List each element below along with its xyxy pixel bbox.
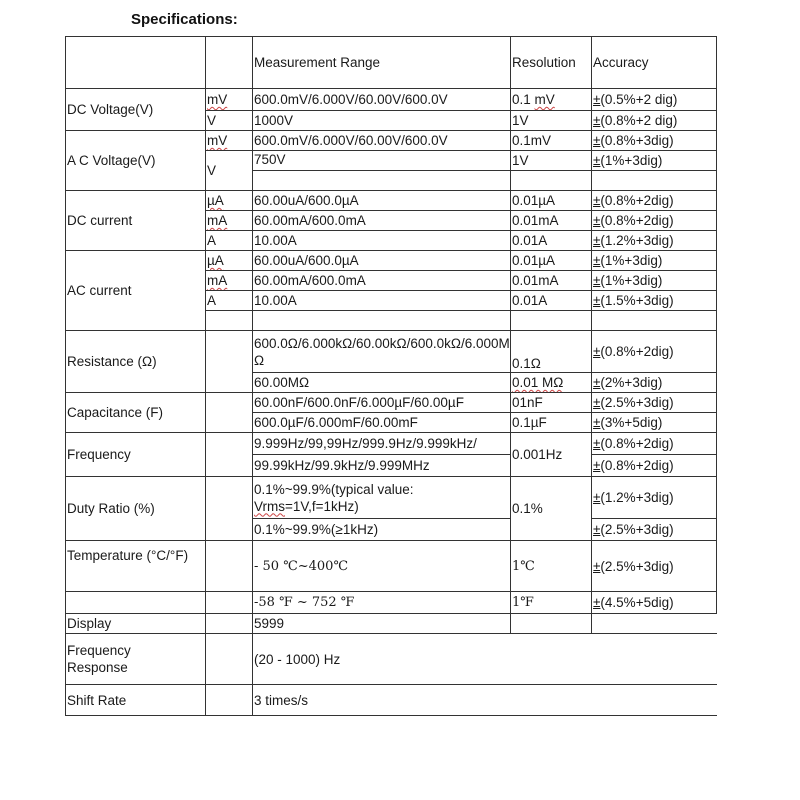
resolution-cell: 0.01A — [511, 231, 592, 251]
frequency-response-label: Frequency Response — [66, 634, 206, 685]
capacitance-label: Capacitance (F) — [66, 393, 206, 433]
unit-cell — [206, 331, 253, 393]
range-cell: 60.00uA/600.0µA — [253, 191, 511, 211]
resolution-cell: 0.01µA — [511, 251, 592, 271]
display-label: Display — [66, 614, 206, 634]
empty-cell — [592, 614, 717, 634]
accuracy-cell: ±(0.8%+2dig) — [592, 455, 717, 477]
shift-rate-value: 3 times/s — [253, 685, 717, 716]
specifications-table — [65, 36, 716, 716]
header-category — [66, 37, 206, 89]
accuracy-cell: ±(1%+3dig) — [592, 151, 717, 171]
resolution-cell: 0.1µF — [511, 413, 592, 433]
range-cell: 60.00nF/600.0nF/6.000µF/60.00µF — [253, 393, 511, 413]
range-cell: 600.0mV/6.000V/60.00V/600.0V — [253, 131, 511, 151]
range-cell: 60.00uA/600.0µA — [253, 251, 511, 271]
range-cell: 60.00MΩ — [253, 373, 511, 393]
range-cell: 1000V — [253, 111, 511, 131]
accuracy-cell: ±(0.8%+3dig) — [592, 131, 717, 151]
accuracy-cell: ±(1.2%+3dig) — [592, 477, 717, 519]
accuracy-cell: ±(4.5%+5dig) — [592, 592, 717, 614]
resistance-label: Resistance (Ω) — [66, 331, 206, 393]
table-row — [66, 634, 717, 685]
resolution-cell: 0.01µA — [511, 191, 592, 211]
empty-cell — [66, 592, 206, 614]
unit-cell: µA — [206, 191, 253, 211]
accuracy-cell: ±(1.5%+3dig) — [592, 291, 717, 311]
table-row — [66, 541, 717, 592]
unit-cell — [206, 541, 253, 592]
dc-current-label: DC current — [66, 191, 206, 251]
empty-cell — [253, 311, 511, 331]
ac-voltage-label: A C Voltage(V) — [66, 131, 206, 191]
unit-cell: mV — [206, 131, 253, 151]
resolution-cell: 0.01A — [511, 291, 592, 311]
temperature-label: Temperature (°C/°F) — [66, 541, 206, 592]
table-row — [66, 131, 717, 151]
shift-rate-label: Shift Rate — [66, 685, 206, 716]
dc-voltage-label: DC Voltage(V) — [66, 89, 206, 131]
display-value: 5999 — [253, 614, 511, 634]
resolution-cell: 0.1Ω — [511, 331, 592, 373]
unit-cell — [206, 393, 253, 433]
accuracy-cell: ±(2.5%+3dig) — [592, 541, 717, 592]
unit-cell — [206, 634, 253, 685]
header-accuracy: Accuracy — [592, 37, 717, 89]
table-row — [66, 331, 717, 373]
unit-cell — [206, 685, 253, 716]
table-row — [66, 614, 717, 634]
range-cell: 99.99kHz/99.9kHz/9.999MHz — [253, 455, 511, 477]
accuracy-cell: ±(1.2%+3dig) — [592, 231, 717, 251]
range-cell: 0.1%~99.9%(typical value: Vrms=1V,f=1kHz) — [253, 477, 511, 519]
table-row — [66, 393, 717, 413]
page-title: Specifications: — [131, 11, 238, 28]
resolution-cell: 1℉ — [511, 592, 592, 614]
range-cell: 0.1%~99.9%(≥1kHz) — [253, 519, 511, 541]
range-cell: - 50 ℃~400℃ — [253, 541, 511, 592]
empty-cell — [511, 171, 592, 191]
empty-cell — [511, 311, 592, 331]
range-cell: 9.999Hz/99,99Hz/999.9Hz/9.999kHz/ — [253, 433, 511, 455]
resolution-cell: 0.1mV — [511, 131, 592, 151]
header-unit — [206, 37, 253, 89]
range-cell: -58 ℉ ~ 752 ℉ — [253, 592, 511, 614]
range-cell: 60.00mA/600.0mA — [253, 271, 511, 291]
resolution-cell: 0.1% — [511, 477, 592, 541]
resolution-cell: 1V — [511, 111, 592, 131]
unit-cell: V — [206, 111, 253, 131]
accuracy-cell: ±(1%+3dig) — [592, 251, 717, 271]
accuracy-cell: ±(2.5%+3dig) — [592, 393, 717, 413]
table-row — [66, 477, 717, 519]
range-cell: 60.00mA/600.0mA — [253, 211, 511, 231]
unit-cell: A — [206, 231, 253, 251]
accuracy-cell: ±(1%+3dig) — [592, 271, 717, 291]
accuracy-cell: ±(0.8%+2dig) — [592, 433, 717, 455]
table-row — [66, 685, 717, 716]
table-row — [66, 89, 717, 111]
resolution-cell: 0.01 MΩ — [511, 373, 592, 393]
empty-cell — [592, 311, 717, 331]
unit-cell: mA — [206, 271, 253, 291]
unit-cell: µA — [206, 251, 253, 271]
empty-cell — [511, 614, 592, 634]
unit-cell — [206, 592, 253, 614]
table-row — [66, 191, 717, 211]
unit-cell: mV — [206, 89, 253, 111]
range-cell: 10.00A — [253, 291, 511, 311]
range-cell: 600.0µF/6.000mF/60.00mF — [253, 413, 511, 433]
range-cell: 750V — [253, 151, 511, 171]
header-row — [66, 37, 717, 89]
empty-cell — [206, 311, 253, 331]
unit-cell: A — [206, 291, 253, 311]
header-resolution: Resolution — [511, 37, 592, 89]
accuracy-cell: ±(0.5%+2 dig) — [592, 89, 717, 111]
table-row — [66, 592, 717, 614]
accuracy-cell: ±(0.8%+2dig) — [592, 331, 717, 373]
resolution-cell: 1V — [511, 151, 592, 171]
resolution-cell: 0.01mA — [511, 271, 592, 291]
frequency-response-value: (20 - 1000) Hz — [253, 634, 717, 685]
resolution-cell: 01nF — [511, 393, 592, 413]
accuracy-cell: ±(2%+3dig) — [592, 373, 717, 393]
empty-cell — [253, 171, 511, 191]
frequency-label: Frequency — [66, 433, 206, 477]
ac-current-label: AC current — [66, 251, 206, 331]
unit-cell — [206, 433, 253, 477]
range-cell: 600.0Ω/6.000kΩ/60.00kΩ/600.0kΩ/6.000MΩ — [253, 331, 511, 373]
header-range: Measurement Range — [253, 37, 511, 89]
table-row — [66, 433, 717, 455]
accuracy-cell: ±(0.8%+2 dig) — [592, 111, 717, 131]
unit-cell: V — [206, 151, 253, 191]
accuracy-cell: ±(0.8%+2dig) — [592, 211, 717, 231]
empty-cell — [592, 171, 717, 191]
resolution-cell: 0.01mA — [511, 211, 592, 231]
range-cell: 600.0mV/6.000V/60.00V/600.0V — [253, 89, 511, 111]
accuracy-cell: ±(0.8%+2dig) — [592, 191, 717, 211]
accuracy-cell: ±(2.5%+3dig) — [592, 519, 717, 541]
resolution-cell: 0.1 mV — [511, 89, 592, 111]
unit-cell — [206, 614, 253, 634]
unit-cell — [206, 477, 253, 541]
unit-cell: mA — [206, 211, 253, 231]
accuracy-cell: ±(3%+5dig) — [592, 413, 717, 433]
resolution-cell: 1℃ — [511, 541, 592, 592]
duty-ratio-label: Duty Ratio (%) — [66, 477, 206, 541]
resolution-cell: 0.001Hz — [511, 433, 592, 477]
range-cell: 10.00A — [253, 231, 511, 251]
table-row — [66, 251, 717, 271]
